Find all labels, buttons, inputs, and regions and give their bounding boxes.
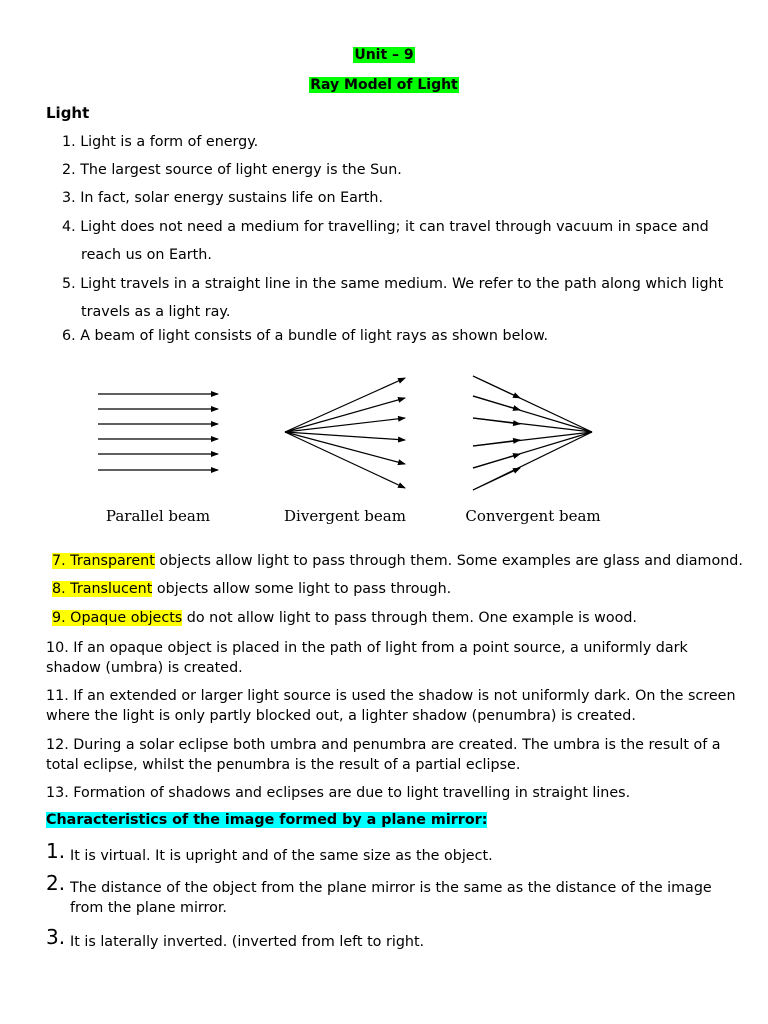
list-item: 4. Light does not need a medium for travelling; it can travel through vacuum in space and reach us on Earth. xyxy=(62,219,709,263)
unit-title: Unit – 9 xyxy=(354,47,414,63)
list-item: 3. It is laterally inverted. (inverted from left to right. xyxy=(46,925,425,950)
list-item: 8. Translucent objects allow some light to pass through. xyxy=(52,581,452,597)
divergent-beam xyxy=(285,378,405,488)
paragraph: 11. If an extended or larger light source is used the shadow is not uniformly dark. On the screen where the light is only partly blocked out, a lighter shadow (penumbra) is created. xyxy=(46,688,736,724)
beam-diagram xyxy=(80,362,640,542)
section-heading-mirror: Characteristics of the image formed by a plane mirror: xyxy=(46,812,488,828)
paragraph: 12. During a solar eclipse both umbra and penumbra are created. The umbra is the result of a total eclipse, whilst the penumbra is the result of a partial eclipse. xyxy=(46,737,721,773)
list-item: 1. It is virtual. It is upright and of the same size as the object. xyxy=(46,839,493,864)
paragraph: 13. Formation of shadows and eclipses are due to light travelling in straight lines. xyxy=(46,785,631,801)
list-item: 5. Light travels in a straight line in the same medium. We refer to the path along which light travels as a light ray. xyxy=(62,276,724,320)
list-item: 2. The distance of the object from the plane mirror is the same as the distance of the image from the plane mirror. xyxy=(46,871,712,916)
paragraph: 10. If an opaque object is placed in the path of light from a point source, a uniformly dark shadow (umbra) is created. xyxy=(46,640,688,676)
convergent-beam xyxy=(473,376,592,490)
parallel-beam xyxy=(98,394,218,470)
list-item: 2. The largest source of light energy is the Sun. xyxy=(62,162,402,178)
label-parallel-beam: Parallel beam xyxy=(105,507,211,525)
list-item: 9. Opaque objects do not allow light to pass through them. One example is wood. xyxy=(52,610,637,626)
list-item: 3. In fact, solar energy sustains life on Earth. xyxy=(62,190,383,206)
chapter-title: Ray Model of Light xyxy=(310,77,458,93)
list-item: 7. Transparent objects allow light to pass through them. Some examples are glass and diamond. xyxy=(52,553,743,569)
label-convergent-beam: Convergent beam xyxy=(465,507,601,525)
section-heading-light: Light xyxy=(46,104,90,122)
list-item: 6. A beam of light consists of a bundle of light rays as shown below. xyxy=(62,328,549,344)
list-item: 1. Light is a form of energy. xyxy=(62,134,259,150)
label-divergent-beam: Divergent beam xyxy=(284,507,406,525)
